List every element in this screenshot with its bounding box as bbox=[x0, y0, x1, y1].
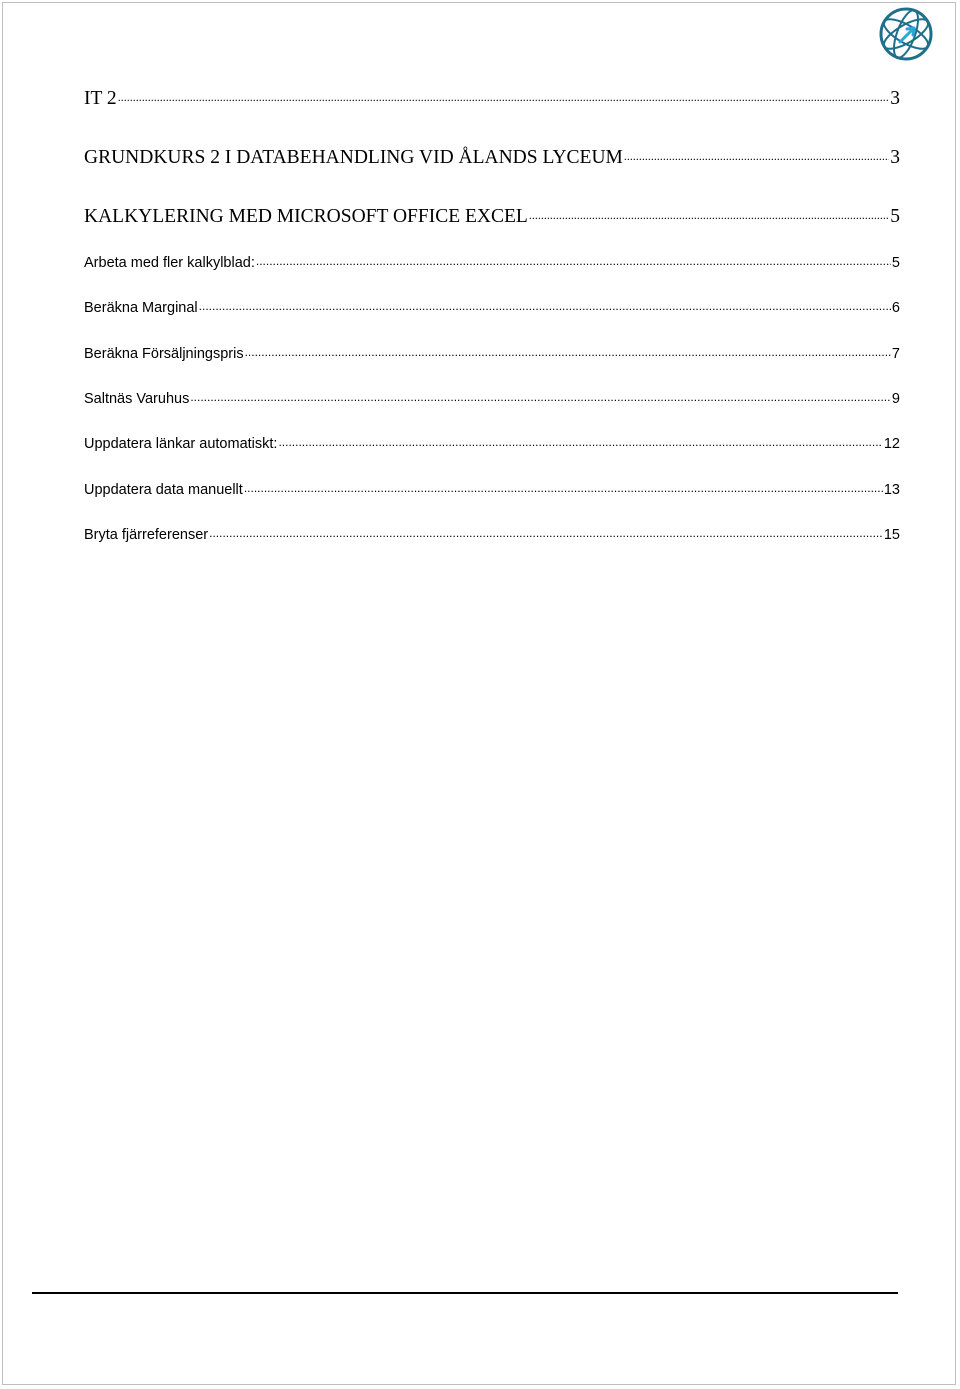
toc-dot-leader bbox=[244, 479, 883, 494]
toc-entry-page: 7 bbox=[891, 345, 900, 362]
toc-entry-page: 5 bbox=[890, 205, 900, 227]
toc-entry-page: 9 bbox=[891, 390, 900, 407]
toc-entry-page: 6 bbox=[891, 299, 900, 316]
toc-entry[interactable] bbox=[84, 84, 900, 110]
toc-entry[interactable] bbox=[84, 524, 900, 543]
toc-entry-page: 3 bbox=[890, 146, 900, 168]
toc-dot-leader bbox=[118, 84, 890, 104]
toc-entry[interactable] bbox=[84, 343, 900, 362]
toc-dot-leader bbox=[190, 388, 891, 403]
toc-entry[interactable] bbox=[84, 433, 900, 452]
toc-entry-title: Beräkna Marginal bbox=[84, 299, 198, 316]
toc-dot-leader bbox=[209, 524, 883, 539]
toc-entry-title: Beräkna Försäljningspris bbox=[84, 345, 244, 362]
toc-entry-page: 12 bbox=[883, 435, 900, 452]
toc-dot-leader bbox=[256, 252, 891, 267]
toc-entry-page: 13 bbox=[883, 481, 900, 498]
footer-divider bbox=[32, 1292, 898, 1294]
globe-arrow-icon bbox=[878, 6, 934, 62]
toc-dot-leader bbox=[529, 202, 889, 222]
toc-entry-title: KALKYLERING MED MICROSOFT OFFICE EXCEL bbox=[84, 205, 528, 227]
toc-entry[interactable] bbox=[84, 479, 900, 498]
toc-entry-title: Saltnäs Varuhus bbox=[84, 390, 190, 407]
toc-dot-leader bbox=[245, 343, 891, 358]
toc-dot-leader bbox=[624, 143, 889, 163]
toc-entry-title: GRUNDKURS 2 I DATABEHANDLING VID ÅLANDS LYCEUM bbox=[84, 146, 623, 168]
toc-entry-page: 3 bbox=[890, 87, 900, 109]
toc-entry[interactable] bbox=[84, 297, 900, 316]
toc-entry-title: Uppdatera länkar automatiskt: bbox=[84, 435, 278, 452]
toc-entry[interactable] bbox=[84, 202, 900, 228]
toc-entry-page: 15 bbox=[883, 526, 900, 543]
toc-entry-page: 5 bbox=[891, 254, 900, 271]
toc-entry-title: IT 2 bbox=[84, 87, 117, 109]
toc-entry[interactable] bbox=[84, 388, 900, 407]
toc-entry-title: Arbeta med fler kalkylblad: bbox=[84, 254, 255, 271]
toc-entry-title: Uppdatera data manuellt bbox=[84, 481, 243, 498]
toc-entry[interactable] bbox=[84, 252, 900, 271]
toc-dot-leader bbox=[199, 297, 891, 312]
toc-entry-title: Bryta fjärreferenser bbox=[84, 526, 209, 543]
toc-dot-leader bbox=[278, 433, 882, 448]
toc-entry[interactable] bbox=[84, 143, 900, 169]
